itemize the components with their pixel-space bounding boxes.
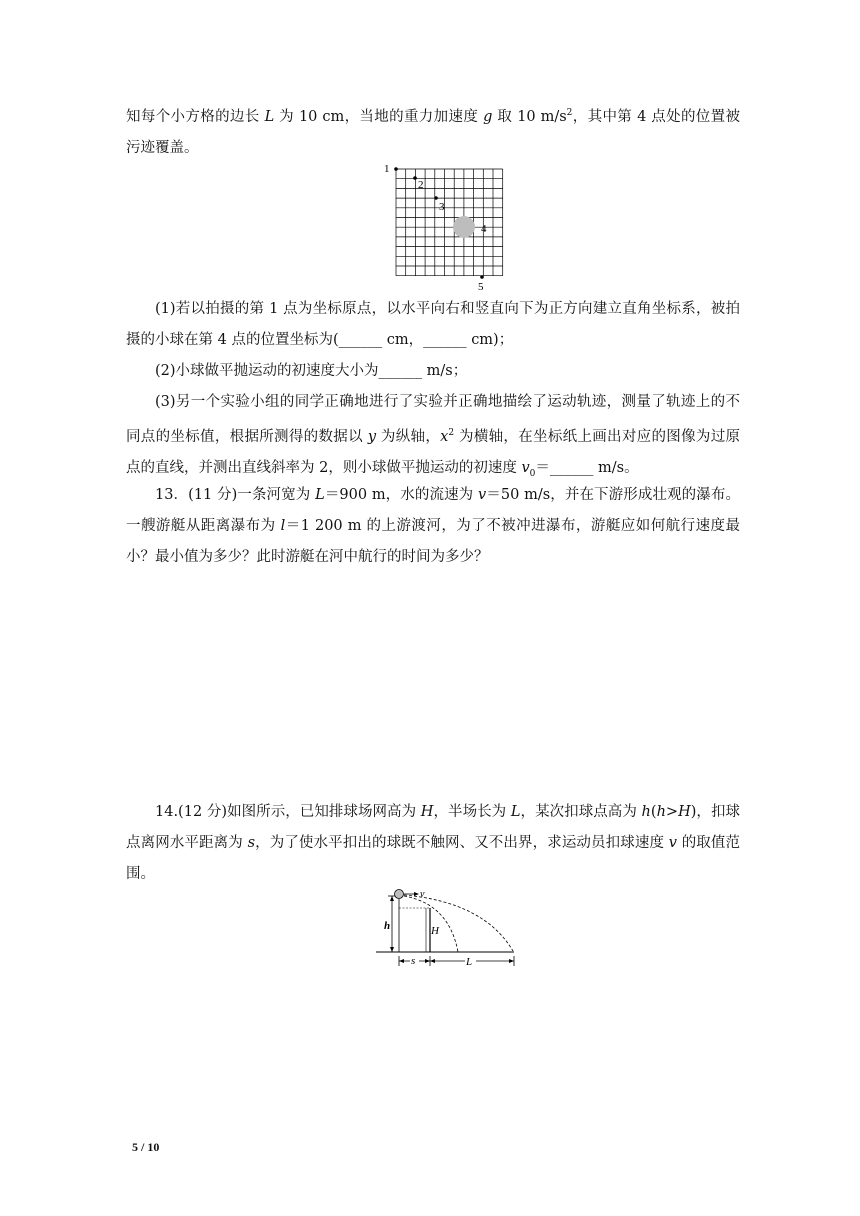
text: ，半场长为 — [433, 804, 511, 820]
var-H: H — [678, 804, 691, 820]
s-arrow-right — [425, 959, 430, 963]
var-L: L — [315, 487, 325, 503]
var-g: g — [483, 108, 493, 125]
label-v: v — [420, 889, 425, 900]
text: 为纵轴， — [376, 428, 441, 445]
grid-figure — [382, 160, 512, 290]
L-arrow-right — [509, 959, 514, 963]
subscript: 0 — [529, 468, 536, 479]
var-l: l — [280, 518, 286, 534]
smudge — [453, 216, 475, 238]
point-3 — [434, 196, 438, 200]
text: ( — [650, 804, 657, 820]
text: ＝1 200 m 的上游渡河，为了不被冲进瀑布，游艇应如何航行速度最小？最小值为多少？此时游艇在河中航行的时间为多少？ — [126, 518, 740, 565]
point-1 — [394, 167, 398, 171]
text: 取 10 m/s — [492, 108, 567, 125]
h-arrow-top — [390, 896, 394, 901]
superscript: 2 — [448, 428, 455, 438]
text: 14.(12 分)如图所示，已知排球场网高为 — [155, 804, 421, 820]
label-s: s — [411, 955, 416, 967]
point-label-4: 4 — [481, 223, 487, 235]
text: 为 10 cm，当地的重力加速度 — [274, 108, 484, 125]
var-x: x — [440, 428, 449, 445]
text: 13．(11 分)一条河宽为 — [155, 487, 316, 503]
text: ，其中第 4 点处的位置被污迹覆盖。 — [126, 108, 740, 156]
label-H: H — [431, 925, 439, 937]
ball — [395, 890, 404, 899]
point-5 — [480, 275, 484, 279]
page-number: 5 / 10 — [132, 1140, 160, 1154]
question-13 — [126, 480, 740, 573]
h-arrow-bottom — [390, 947, 394, 952]
point-label-3: 3 — [439, 201, 445, 213]
var-L: L — [510, 804, 521, 820]
text: 为横轴，在坐标纸上画出对应的图像为过原点的直线，并测出直线斜率为 2，则小球做平抛运动的初速度 — [126, 428, 741, 476]
text: 的取值范围。 — [126, 835, 741, 882]
point-2 — [413, 176, 417, 180]
text: (3)另一个实验小组的同学正确地进行了实验并正确地描绘了运动轨迹，测量了轨迹上的不同点的坐标值，根据所测得的数据以 — [126, 394, 740, 445]
text: ＝______ m/s。 — [535, 459, 639, 476]
text: )，扣球点离网水平距离为 — [126, 804, 741, 851]
question-14 — [126, 797, 740, 890]
var-v: v — [478, 487, 487, 503]
var-h: h — [641, 804, 651, 820]
var-y: y — [367, 428, 377, 445]
var-h: h — [656, 804, 666, 820]
text: 知每个小方格的边长 — [126, 108, 265, 125]
L-arrow-left — [430, 959, 435, 963]
var-L: L — [264, 108, 275, 125]
q12-part1: (1)若以拍摄的第 1 点为坐标原点，以水平向右和竖直向下为正方向建立直角坐标系，被拍摄的小球在第 4 点的位置坐标为(______ cm，______ cm)； — [126, 301, 740, 348]
text: > — [665, 804, 679, 820]
velocity-arrowhead — [414, 892, 419, 896]
superscript: 2 — [566, 108, 573, 118]
text: ，为了使水平扣出的球既不触网、又不出界，求运动员扣球速度 — [255, 835, 669, 851]
trajectory-long — [404, 895, 513, 951]
text: ，某次扣球点高为 — [520, 804, 642, 820]
var-s: s — [247, 835, 256, 851]
trajectory-short — [404, 896, 458, 952]
q12-part2: (2)小球做平抛运动的初速度大小为______ m/s； — [155, 363, 468, 379]
point-label-1: 1 — [384, 163, 390, 175]
point-label-5: 5 — [478, 281, 484, 290]
grid-lines — [396, 169, 503, 276]
intro-paragraph — [126, 98, 740, 164]
point-label-2: 2 — [418, 179, 424, 191]
volleyball-figure — [374, 884, 524, 970]
s-arrow-left — [399, 959, 404, 963]
var-H: H — [420, 804, 434, 820]
var-v: v — [521, 459, 530, 476]
q12-part3 — [126, 387, 740, 490]
label-h: h — [384, 920, 391, 932]
text: ＝50 m/s，并在下游形成壮观的瀑布。一艘游艇从距离瀑布为 — [126, 487, 740, 534]
var-v: v — [668, 835, 677, 851]
text: ＝900 m，水的流速为 — [324, 487, 478, 503]
label-L: L — [466, 956, 473, 968]
